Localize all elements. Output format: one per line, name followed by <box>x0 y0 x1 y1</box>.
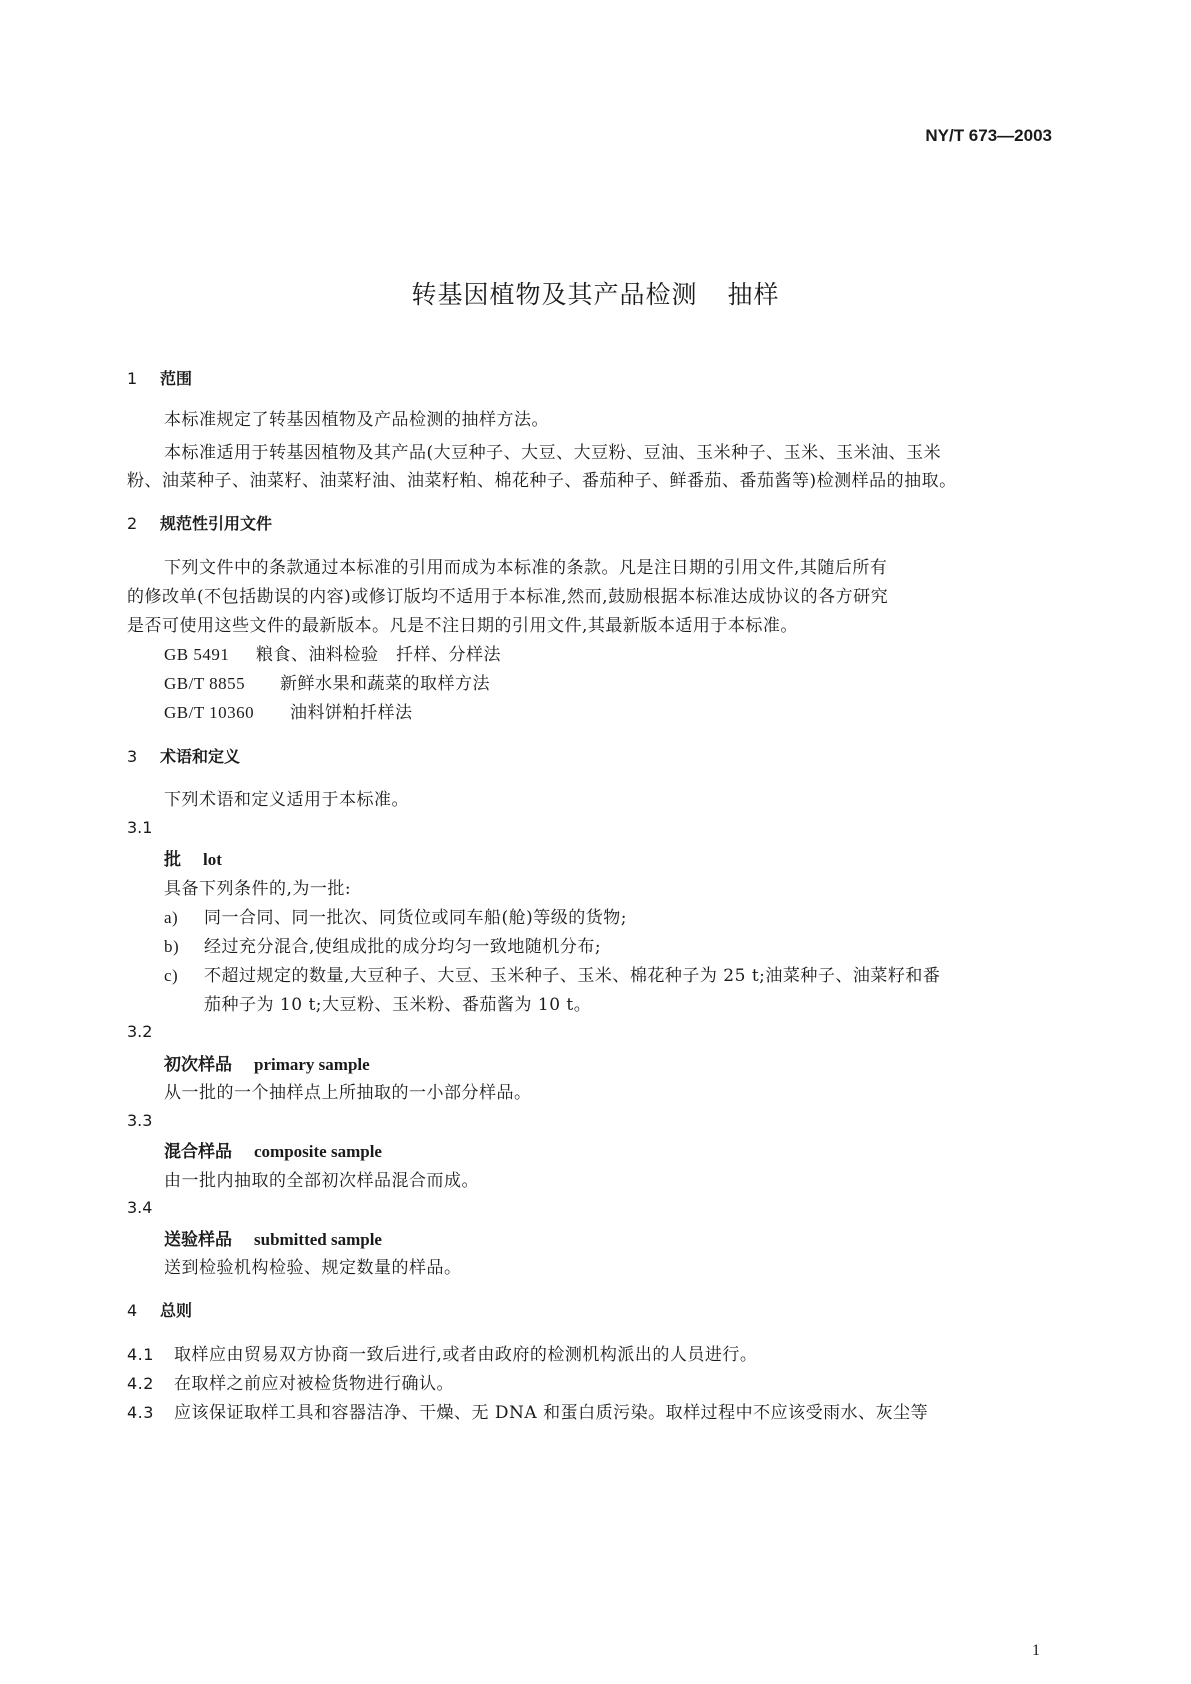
list-label: b) <box>164 937 180 956</box>
paragraph: 下列术语和定义适用于本标准。 <box>164 790 409 810</box>
reference-code: GB/T 10360 <box>164 703 255 722</box>
list-item-continuation: 茄种子为 10 t;大豆粉、玉米粉、番茄酱为 10 t。 <box>204 995 592 1015</box>
list-item <box>164 932 601 957</box>
list-text: 同一合同、同一批次、同货位或同车船(舱)等级的货物; <box>204 908 627 928</box>
list-text: 经过充分混合,使组成批的成分均匀一致地随机分布; <box>204 937 602 957</box>
clause-4-3 <box>127 1398 928 1423</box>
section-title: 规范性引用文件 <box>160 514 273 533</box>
definition: 从一批的一个抽样点上所抽取的一小部分样品。 <box>164 1083 532 1103</box>
paragraph-continuation: 粉、油菜种子、油菜籽、油菜籽油、油菜籽粕、棉花种子、番茄种子、鲜番茄、番茄酱等)检测样品的抽取。 <box>127 471 957 491</box>
clause-text: 应该保证取样工具和容器洁净、干燥、无 DNA 和蛋白质污染。取样过程中不应该受雨水、灰尘等 <box>174 1403 929 1423</box>
term-cn: 初次样品 <box>164 1055 232 1075</box>
page-number: 1 <box>1032 1642 1040 1659</box>
section-number: 2 <box>127 514 138 533</box>
reference-name: 新鲜水果和蔬菜的取样方法 <box>280 674 490 694</box>
section-title: 总则 <box>160 1301 193 1320</box>
reference-code: GB 5491 <box>164 645 230 664</box>
term-heading <box>164 1225 382 1250</box>
paragraph-continuation: 的修改单(不包括勘误的内容)或修订版均不适用于本标准,然而,鼓励根据本标准达成协议的各方研究 <box>127 587 889 607</box>
section-number: 4 <box>127 1301 138 1320</box>
list-label: a) <box>164 908 179 927</box>
clause-text: 在取样之前应对被检货物进行确认。 <box>174 1374 454 1394</box>
reference-name: 油料饼粕扦样法 <box>290 703 413 723</box>
reference-item <box>164 669 490 694</box>
clause-number: 3.4 <box>127 1198 153 1217</box>
section-title: 范围 <box>160 369 193 388</box>
clause-4-1 <box>127 1340 757 1365</box>
term-cn: 批 <box>164 850 181 870</box>
reference-item <box>164 698 413 723</box>
title-main: 转基因植物及其产品检测 <box>411 280 698 309</box>
clause-text: 取样应由贸易双方协商一致后进行,或者由政府的检测机构派出的人员进行。 <box>174 1345 758 1365</box>
reference-name: 粮食、油料检验 扦样、分样法 <box>256 645 501 665</box>
term-en: submitted sample <box>254 1230 382 1249</box>
list-item <box>164 903 627 928</box>
clause-number: 3.1 <box>127 818 153 837</box>
title-sub: 抽样 <box>727 280 780 309</box>
term-en: primary sample <box>254 1055 370 1074</box>
term-heading <box>164 1137 382 1162</box>
term-en: composite sample <box>254 1142 382 1161</box>
section-1-heading <box>127 366 192 389</box>
definition: 送到检验机构检验、规定数量的样品。 <box>164 1258 462 1278</box>
paragraph: 本标准适用于转基因植物及其产品(大豆种子、大豆、大豆粉、豆油、玉米种子、玉米、玉米油、玉米 <box>164 443 942 463</box>
section-4-heading <box>127 1298 192 1321</box>
clause-number: 3.2 <box>127 1022 153 1041</box>
term-cn: 混合样品 <box>164 1142 232 1162</box>
clause-number: 4.3 <box>127 1403 154 1422</box>
section-number: 3 <box>127 747 138 766</box>
definition: 由一批内抽取的全部初次样品混合而成。 <box>164 1171 479 1191</box>
list-item <box>164 961 940 986</box>
term-heading <box>164 1050 370 1075</box>
list-label: c) <box>164 966 179 985</box>
section-number: 1 <box>127 369 138 388</box>
paragraph: 本标准规定了转基因植物及产品检测的抽样方法。 <box>164 410 549 430</box>
section-3-heading <box>127 744 240 767</box>
reference-item <box>164 640 501 665</box>
document-title <box>0 275 1191 311</box>
clause-number: 3.3 <box>127 1111 153 1130</box>
clause-number: 4.2 <box>127 1374 154 1393</box>
section-2-heading <box>127 511 272 534</box>
section-title: 术语和定义 <box>160 747 241 766</box>
term-en: lot <box>203 850 222 869</box>
definition: 具备下列条件的,为一批: <box>164 879 352 899</box>
term-heading <box>164 845 222 870</box>
list-text: 不超过规定的数量,大豆种子、大豆、玉米种子、玉米、棉花种子为 25 t;油菜种子、油菜籽和番 <box>204 966 941 986</box>
clause-4-2 <box>127 1369 454 1394</box>
clause-number: 4.1 <box>127 1345 154 1364</box>
standard-number: NY/T 673—2003 <box>925 126 1052 145</box>
paragraph: 下列文件中的条款通过本标准的引用而成为本标准的条款。凡是注日期的引用文件,其随后所有 <box>164 558 888 578</box>
reference-code: GB/T 8855 <box>164 674 246 693</box>
term-cn: 送验样品 <box>164 1230 232 1250</box>
paragraph-continuation: 是否可使用这些文件的最新版本。凡是不注日期的引用文件,其最新版本适用于本标准。 <box>127 616 798 636</box>
